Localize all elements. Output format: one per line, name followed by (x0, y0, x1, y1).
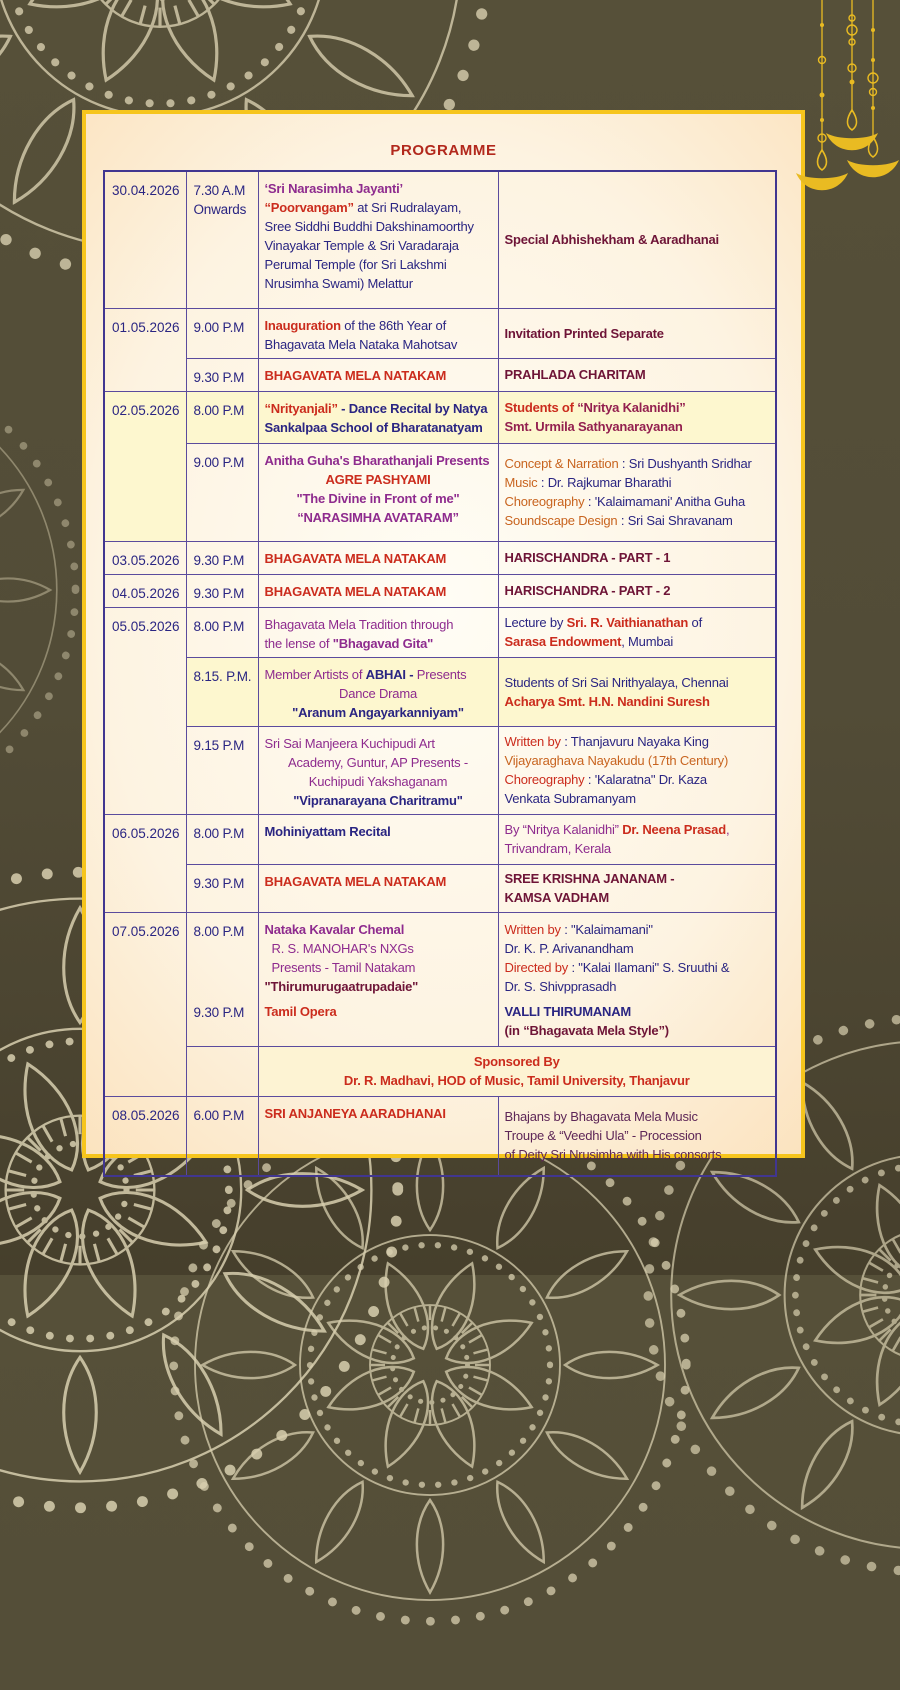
text-segment: Troupe & “Veedhi Ula” - Procession (505, 1128, 702, 1143)
text-segment: : Thanjavuru Nayaka King (561, 734, 709, 749)
text-line (265, 872, 492, 891)
time-cell (186, 541, 258, 574)
text-segment: at Sri Rudralayam, (354, 200, 461, 215)
text-segment: Dr. R. Madhavi, HOD of Music, Tamil University, Thanjavur (344, 1073, 690, 1088)
text-line (265, 335, 492, 354)
text-line (265, 470, 492, 489)
table-row (104, 574, 776, 607)
text-line (505, 1107, 770, 1126)
table-row (104, 308, 776, 358)
text-segment: Perumal Temple (for Sri Lakshmi (265, 257, 447, 272)
table-row (104, 814, 776, 864)
detail-cell (498, 574, 776, 607)
text-segment: 8.00 P.M (194, 924, 245, 939)
time-cell (186, 308, 258, 358)
text-segment: VALLI THIRUMANAM (505, 1004, 632, 1019)
table-row (104, 864, 776, 912)
text-line (194, 667, 252, 686)
text-segment: Acharya Smt. H.N. Nandini Suresh (505, 694, 710, 709)
text-segment: 9.15 P.M (194, 738, 245, 753)
text-line (194, 318, 252, 337)
text-line (505, 1021, 770, 1040)
text-segment: BHAGAVATA MELA NATAKAM (265, 874, 447, 889)
date-cell: 04.05.2026 (104, 574, 186, 607)
text-line (505, 1002, 770, 1021)
text-line (265, 1104, 492, 1123)
text-line (505, 920, 770, 939)
text-line (265, 684, 492, 703)
table-row (104, 1046, 776, 1096)
text-line (265, 753, 492, 772)
text-segment: “Nritya Kalanidhi” (577, 400, 685, 415)
text-line (194, 453, 252, 472)
detail-cell (498, 541, 776, 574)
programme-panel (82, 110, 805, 1158)
table-row (104, 391, 776, 443)
text-segment: Kuchipudi Yakshaganam (309, 774, 447, 789)
text-line (265, 489, 492, 508)
time-cell (186, 1046, 258, 1096)
text-segment: Choreography (505, 772, 585, 787)
table-row (104, 607, 776, 657)
text-segment: Venkata Subramanyam (505, 791, 636, 806)
text-segment: By “Nritya Kalanidhi” (505, 822, 623, 837)
text-line (265, 255, 492, 274)
text-segment: AGRE PASHYAMI (325, 472, 430, 487)
text-line (505, 977, 770, 996)
date-cell: 30.04.2026 (104, 171, 186, 308)
text-segment: Concept & Narration (505, 456, 619, 471)
text-segment: “Poorvangam” (265, 200, 354, 215)
content-cell (258, 358, 498, 391)
text-segment: Nataka Kavalar Chemal (265, 922, 405, 937)
text-segment: : 'Kalaimamani' Anitha Guha (585, 494, 746, 509)
time-cell (186, 358, 258, 391)
text-line (505, 888, 770, 907)
text-line (265, 179, 492, 198)
text-segment: HARISCHANDRA - PART - 2 (505, 583, 671, 598)
text-line (505, 492, 770, 511)
text-line (505, 1126, 770, 1145)
text-line (505, 839, 770, 858)
text-segment: Dr. S. Shivpprasadh (505, 979, 617, 994)
text-segment: 8.15. P.M. (194, 669, 252, 684)
detail-cell (498, 358, 776, 391)
text-line (265, 399, 492, 418)
content-cell (258, 171, 498, 308)
text-segment: Students of (505, 400, 578, 415)
time-cell (186, 391, 258, 443)
text-line (265, 451, 492, 470)
text-line (194, 1106, 252, 1125)
text-line (194, 617, 252, 636)
text-line (265, 1002, 492, 1021)
text-line (194, 1003, 252, 1022)
text-segment: SREE KRISHNA JANANAM - (505, 871, 675, 886)
text-line (505, 324, 770, 343)
content-cell (258, 443, 498, 541)
text-segment: (in “Bhagavata Mela Style”) (505, 1023, 669, 1038)
text-segment: Lecture by (505, 615, 567, 630)
text-segment: Sri Sai Manjeera Kuchipudi Art (265, 736, 435, 751)
table-row (104, 912, 776, 1046)
text-line (194, 874, 252, 893)
detail-cell (498, 391, 776, 443)
time-cell (186, 864, 258, 912)
content-cell (258, 607, 498, 657)
table-row (104, 657, 776, 726)
text-segment: 9.30 P.M (194, 876, 245, 891)
text-segment: Soundscape Design (505, 513, 618, 528)
text-segment: Nrusimha Swami) Melattur (265, 276, 413, 291)
time-cell (186, 443, 258, 541)
programme-table (103, 170, 777, 1177)
text-segment: BHAGAVATA MELA NATAKAM (265, 584, 447, 599)
text-line (505, 613, 770, 632)
text-segment: Mohiniyattam Recital (265, 824, 391, 839)
date-cell: 06.05.2026 (104, 814, 186, 912)
text-segment: PRAHLADA CHARITAM (505, 367, 646, 382)
detail-cell (498, 912, 776, 1046)
text-segment: Academy, Guntur, AP Presents - (288, 755, 468, 770)
table-row (104, 726, 776, 814)
text-line (265, 198, 492, 217)
time-cell (186, 657, 258, 726)
date-cell: 01.05.2026 (104, 308, 186, 391)
text-line (265, 772, 492, 791)
text-segment: "Vipranarayana Charitramu" (293, 793, 462, 808)
text-line (265, 236, 492, 255)
detail-cell (498, 607, 776, 657)
text-segment: 9.30 P.M (194, 370, 245, 385)
text-line (194, 181, 252, 200)
text-line (265, 316, 492, 335)
diya-lamp (826, 0, 878, 150)
text-line (505, 673, 770, 692)
text-segment: Vijayaraghava Nayakudu (17th Century) (505, 753, 729, 768)
text-line (194, 551, 252, 570)
text-segment: Written by (505, 734, 561, 749)
text-segment: Bhagavata Mela Tradition through (265, 617, 454, 632)
text-segment: : 'Kalaratna" Dr. Kaza (585, 772, 707, 787)
text-segment: 7.30 A.M (194, 183, 246, 198)
text-line (265, 920, 492, 939)
text-line (194, 824, 252, 843)
text-segment: , Mumbai (621, 634, 673, 649)
text-segment: Sri. R. Vaithianathan (567, 615, 689, 630)
content-cell (258, 864, 498, 912)
text-segment: Dr. Neena Prasad (622, 822, 726, 837)
text-segment: Special Abhishekham & Aaradhanai (505, 232, 719, 247)
text-line (505, 473, 770, 492)
text-line (505, 632, 770, 651)
content-cell (258, 541, 498, 574)
text-segment: 9.00 P.M (194, 320, 245, 335)
text-line (265, 582, 492, 601)
time-cell (186, 574, 258, 607)
text-line (265, 418, 492, 437)
date-cell: 02.05.2026 (104, 391, 186, 541)
text-line (265, 274, 492, 293)
text-line (505, 398, 770, 417)
sponsored-cell (258, 1046, 776, 1096)
time-cell (186, 726, 258, 814)
content-cell (258, 391, 498, 443)
text-segment: “NARASIMHA AVATARAM” (297, 510, 459, 525)
text-segment: Trivandram, Kerala (505, 841, 611, 856)
text-line (194, 368, 252, 387)
text-line (194, 584, 252, 603)
text-segment: : Dr. Rajkumar Bharathi (537, 475, 671, 490)
detail-cell (498, 657, 776, 726)
text-line (265, 665, 492, 684)
text-line (265, 791, 492, 810)
table-row (104, 171, 776, 308)
detail-cell (498, 171, 776, 308)
text-line (505, 958, 770, 977)
text-segment: - Dance Recital by Natya (338, 401, 488, 416)
text-line (505, 692, 770, 711)
text-segment: Sarasa Endowment (505, 634, 622, 649)
text-segment: 8.00 P.M (194, 826, 245, 841)
text-line (505, 1145, 770, 1164)
text-segment: Bhagavata Mela Nataka Mahotsav (265, 337, 458, 352)
text-segment: Dance Drama (339, 686, 417, 701)
text-line (505, 548, 770, 567)
text-segment: 9.30 P.M (194, 553, 245, 568)
text-line (265, 822, 492, 841)
text-segment: Bhajans by Bhagavata Mela Music (505, 1109, 698, 1124)
text-line (265, 703, 492, 722)
text-segment: 8.00 P.M (194, 619, 245, 634)
text-segment: Choreography (505, 494, 585, 509)
text-segment: of Deity Sri Nrusimha with His consorts (505, 1147, 722, 1162)
text-segment: 9.30 P.M (194, 586, 245, 601)
text-segment: Vinayakar Temple & Sri Varadaraja (265, 238, 459, 253)
text-line (194, 200, 252, 219)
text-segment: 9.30 P.M (194, 1005, 245, 1020)
text-segment: KAMSA VADHAM (505, 890, 609, 905)
text-line (265, 508, 492, 527)
text-segment: Member Artists of (265, 667, 366, 682)
text-segment: Presents - Tamil Natakam (272, 960, 416, 975)
text-segment: Tamil Opera (265, 1004, 337, 1019)
text-line (505, 417, 770, 436)
text-segment: : Sri Sai Shravanam (617, 513, 732, 528)
table-row (104, 443, 776, 541)
text-segment: Directed by (505, 960, 569, 975)
text-segment: 8.00 P.M (194, 403, 245, 418)
date-cell: 05.05.2026 (104, 607, 186, 814)
text-line (505, 732, 770, 751)
text-segment: "Thirumurugaatrupadaie" (265, 979, 419, 994)
text-line (265, 977, 492, 996)
text-segment: ‘Sri Narasimha Jayanti’ (265, 181, 403, 196)
programme-table-body (104, 171, 776, 1176)
text-line (505, 789, 770, 808)
detail-cell (498, 308, 776, 358)
text-segment: the lense of (265, 636, 333, 651)
content-cell (258, 657, 498, 726)
text-segment: R. S. MANOHAR's NXGs (272, 941, 414, 956)
text-segment: Written by (505, 922, 561, 937)
text-segment: BHAGAVATA MELA NATAKAM (265, 368, 447, 383)
table-row (104, 358, 776, 391)
content-cell (258, 814, 498, 864)
detail-cell (498, 1096, 776, 1176)
text-segment: 6.00 P.M (194, 1108, 245, 1123)
text-segment: HARISCHANDRA - PART - 1 (505, 550, 671, 565)
text-segment: Sankalpaa School of Bharatanatyam (265, 420, 483, 435)
text-line (505, 454, 770, 473)
detail-cell (498, 814, 776, 864)
text-line (505, 770, 770, 789)
text-segment: ABHAI - (366, 667, 417, 682)
text-line (265, 958, 492, 977)
text-segment: Smt. Urmila Sathyanarayanan (505, 419, 683, 434)
text-segment: of (688, 615, 702, 630)
text-segment: BHAGAVATA MELA NATAKAM (265, 551, 447, 566)
text-line (265, 634, 492, 653)
text-line (194, 736, 252, 755)
text-line (505, 230, 770, 249)
text-segment: Students of Sri Sai Nrithyalaya, Chennai (505, 675, 729, 690)
text-line (265, 734, 492, 753)
content-cell (258, 308, 498, 358)
text-segment: Onwards (194, 202, 247, 217)
text-segment: : Sri Dushyanth Sridhar (618, 456, 751, 471)
table-row (104, 541, 776, 574)
text-line (265, 217, 492, 236)
text-segment: Presents (417, 667, 467, 682)
time-cell (186, 814, 258, 864)
text-segment: Anitha Guha's Bharathanjali Presents (265, 453, 490, 468)
text-line (505, 751, 770, 770)
text-line (505, 511, 770, 530)
text-line (194, 401, 252, 420)
diya-lamp (847, 0, 899, 177)
content-cell (258, 1096, 498, 1176)
text-segment: , (726, 822, 729, 837)
detail-cell (498, 443, 776, 541)
table-row (104, 1096, 776, 1176)
text-segment: Music (505, 475, 538, 490)
text-line (505, 939, 770, 958)
text-segment: Invitation Printed Separate (505, 326, 664, 341)
text-line (265, 939, 492, 958)
text-line (265, 1052, 770, 1071)
content-cell (258, 912, 498, 1046)
text-segment: SRI ANJANEYA AARADHANAI (265, 1106, 446, 1121)
time-cell (186, 171, 258, 308)
page-title: PROGRAMME (86, 142, 801, 159)
text-segment: "Aranum Angayarkanniyam" (292, 705, 464, 720)
text-line (505, 581, 770, 600)
text-segment: Sree Siddhi Buddhi Dakshinamoorthy (265, 219, 474, 234)
text-segment: Dr. K. P. Arivanandham (505, 941, 634, 956)
text-line (505, 869, 770, 888)
time-cell (186, 1096, 258, 1176)
text-segment: "Bhagavad Gita" (333, 636, 433, 651)
text-segment: "The Divine in Front of me" (297, 491, 460, 506)
text-line (265, 1071, 770, 1090)
text-line (194, 922, 252, 941)
text-line (265, 615, 492, 634)
detail-cell (498, 726, 776, 814)
text-segment: 9.00 P.M (194, 455, 245, 470)
text-line (265, 549, 492, 568)
time-cell (186, 607, 258, 657)
text-segment: : "Kalai Ilamani" S. Sruuthi & (568, 960, 729, 975)
time-cell (186, 912, 258, 1046)
content-cell (258, 574, 498, 607)
content-cell (258, 726, 498, 814)
text-segment: : "Kalaimamani" (561, 922, 653, 937)
date-cell: 07.05.2026 (104, 912, 186, 1096)
text-line (505, 820, 770, 839)
text-segment: of the 86th Year of (341, 318, 446, 333)
detail-cell (498, 864, 776, 912)
text-segment: Inauguration (265, 318, 341, 333)
text-segment: Sponsored By (474, 1054, 560, 1069)
date-cell: 03.05.2026 (104, 541, 186, 574)
date-cell: 08.05.2026 (104, 1096, 186, 1176)
text-segment: “Nrityanjali” (265, 401, 338, 416)
text-line (265, 366, 492, 385)
text-line (505, 365, 770, 384)
